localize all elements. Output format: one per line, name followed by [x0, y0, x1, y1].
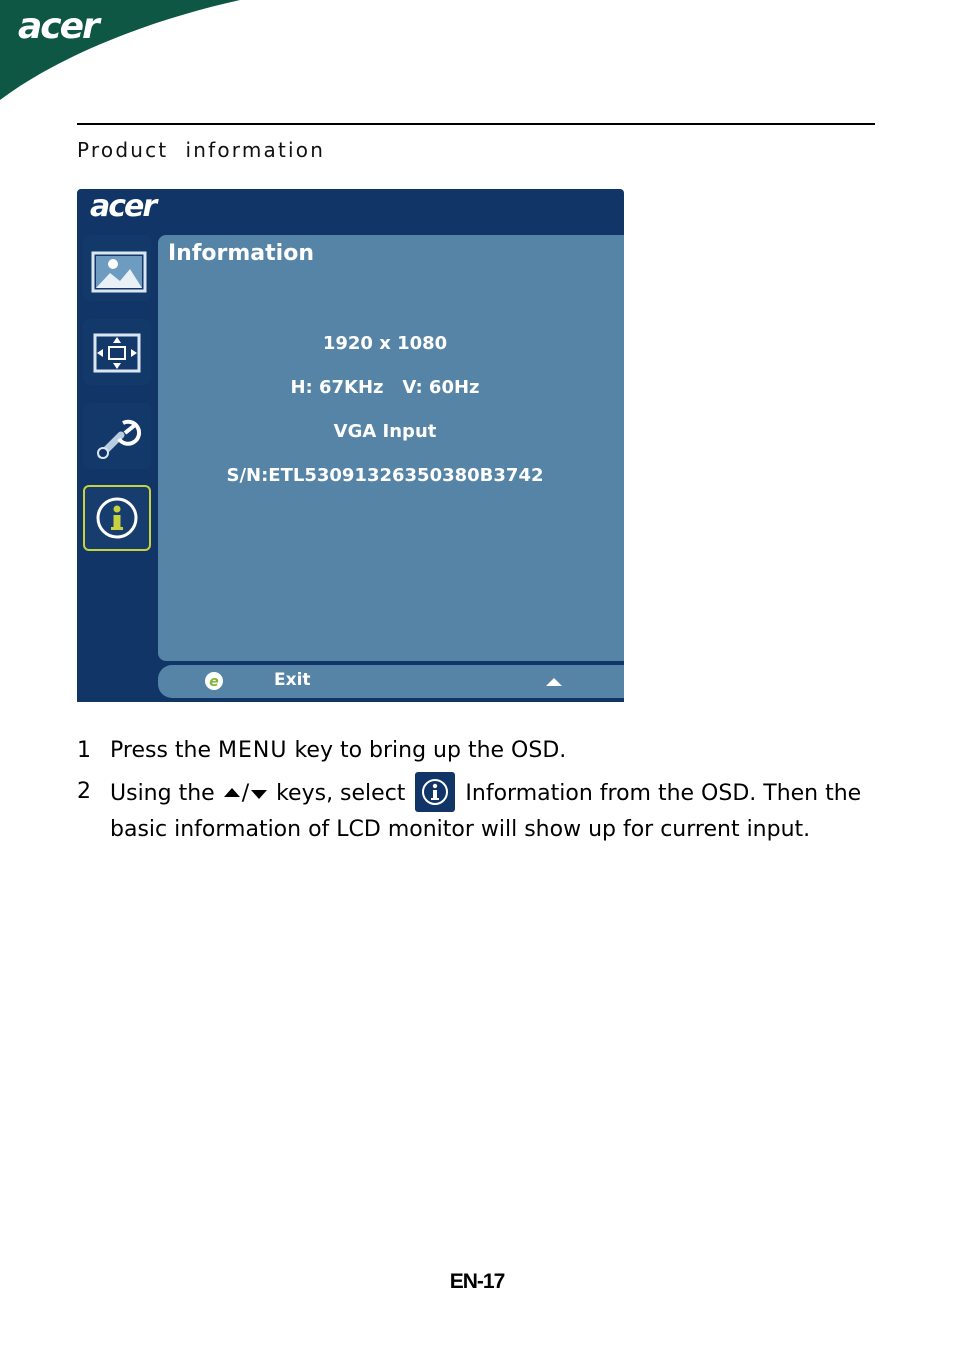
picture-icon — [83, 235, 151, 301]
position-icon — [83, 319, 151, 385]
down-arrow-icon — [251, 790, 267, 799]
osd-window — [77, 189, 624, 702]
step-number: 1 — [77, 738, 91, 763]
header-rule — [77, 123, 875, 125]
empowering-icon[interactable] — [202, 669, 226, 693]
svg-text:e: e — [209, 674, 219, 690]
step-text — [110, 733, 566, 769]
menu-key-label: MENU — [218, 738, 288, 763]
osd-content-panel — [158, 235, 624, 661]
step-text-pre: Press the — [110, 738, 218, 763]
osd-serial-number: S/N:ETL53091326350380B3742 — [226, 465, 544, 486]
step-text-pre: Using the — [110, 781, 222, 806]
up-arrow-icon — [224, 788, 240, 797]
osd-frequency: H: 67KHz V: 60Hz — [290, 377, 480, 398]
page-number: EN-17 — [449, 1270, 505, 1293]
settings-icon — [83, 403, 151, 469]
osd-menu-settings[interactable] — [83, 403, 151, 469]
step-1 — [77, 733, 877, 769]
step-text-post: Information from the OSD. Then the — [458, 781, 862, 806]
step-text-line2: basic information of LCD monitor will show up for current input. — [110, 817, 811, 842]
step-number: 2 — [77, 779, 91, 804]
osd-menu-picture[interactable] — [83, 235, 151, 301]
step-text — [110, 774, 861, 814]
arrow-separator: / — [241, 781, 250, 806]
step-text-post: key to bring up the OSD. — [287, 738, 567, 763]
osd-menu-information[interactable] — [83, 485, 151, 551]
osd-bottom-bar — [158, 665, 624, 698]
osd-heading: Information — [168, 241, 314, 266]
info-icon — [415, 772, 455, 812]
up-arrow-icon[interactable] — [545, 676, 563, 688]
osd-menu-position[interactable] — [83, 319, 151, 385]
osd-input-source: VGA Input — [333, 421, 437, 442]
step-text-mid: keys, select — [269, 781, 413, 806]
corner-brand-banner — [0, 0, 260, 110]
osd-exit-button[interactable]: Exit — [274, 670, 311, 690]
step-2 — [77, 774, 877, 854]
osd-resolution: 1920 x 1080 — [322, 333, 448, 354]
osd-logo: acer — [90, 189, 156, 224]
info-icon — [85, 487, 149, 549]
corner-logo: acer — [18, 6, 98, 47]
section-title: Product information — [77, 138, 326, 162]
